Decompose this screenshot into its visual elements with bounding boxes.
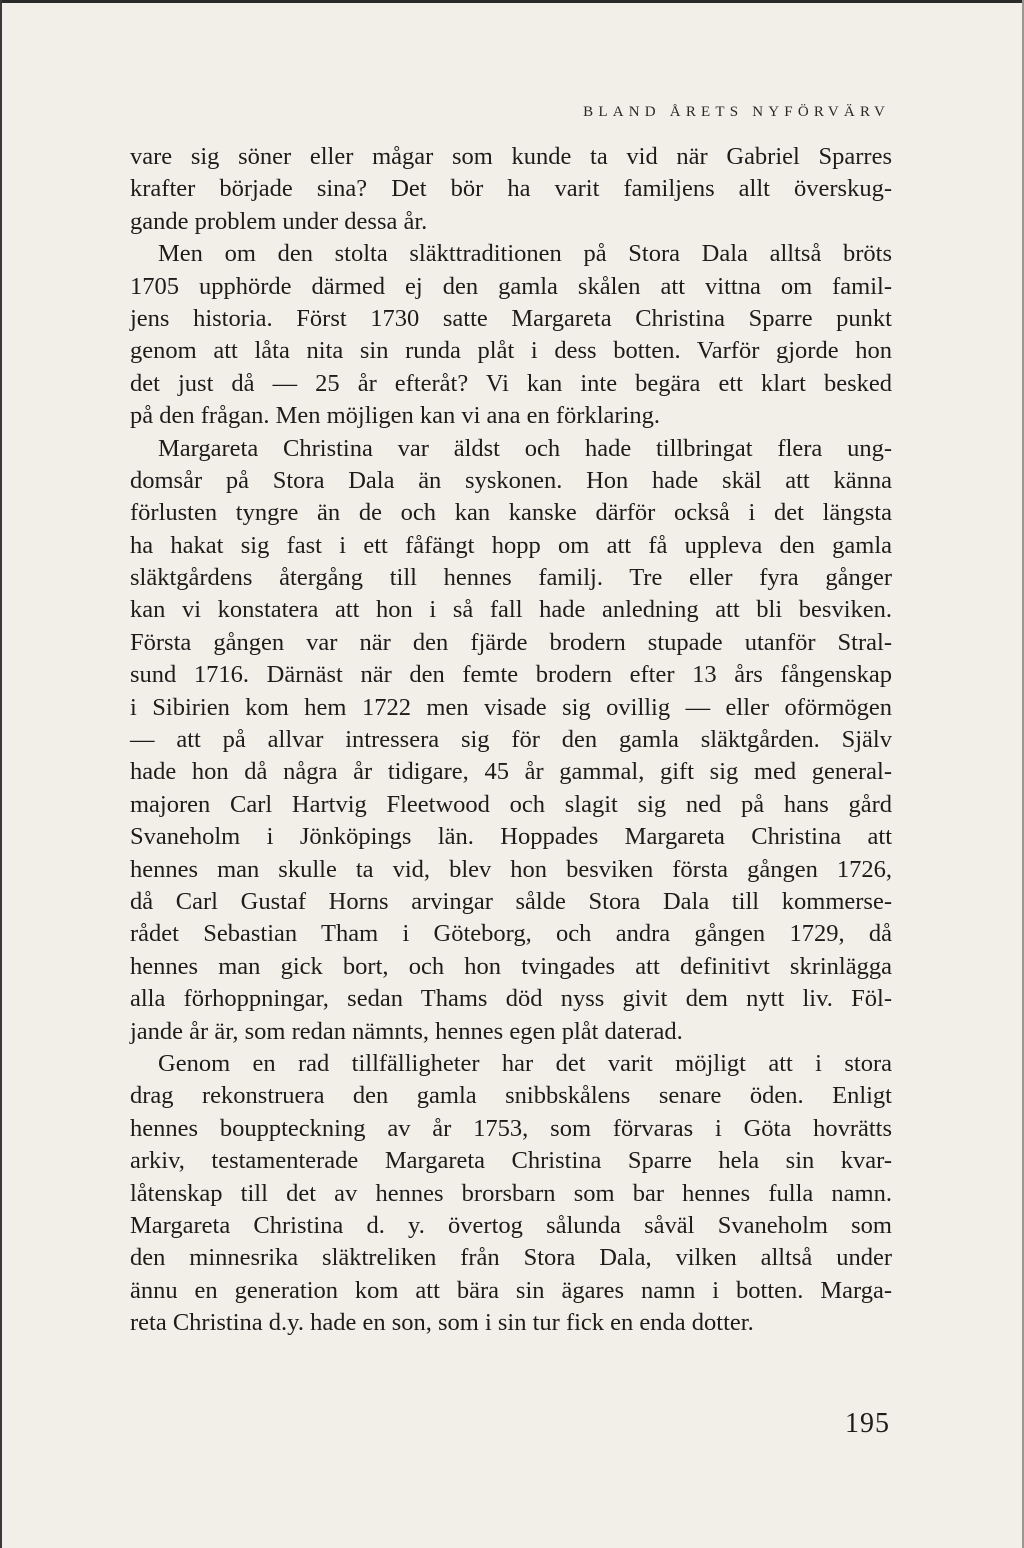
- text-line: då Carl Gustaf Horns arvingar sålde Stora Dala till kommerse-: [130, 887, 892, 915]
- text-line: jande år är, som redan nämnts, hennes egen plåt daterad.: [130, 1017, 683, 1045]
- text-line: i Sibirien kom hem 1722 men visade sig ovillig — eller oförmögen: [130, 693, 892, 721]
- text-line: ännu en generation kom att bära sin ägares namn i botten. Marga-: [130, 1276, 892, 1304]
- text-line: domsår på Stora Dala än syskonen. Hon hade skäl att känna: [130, 466, 892, 494]
- text-line: gande problem under dessa år.: [130, 207, 428, 235]
- text-line: krafter började sina? Det bör ha varit familjens allt överskug-: [130, 175, 892, 203]
- paragraph: [130, 1048, 892, 1340]
- text-line: 1705 upphörde därmed ej den gamla skålen att vittna om famil-: [130, 272, 892, 300]
- text-line: Svaneholm i Jönköpings län. Hoppades Margareta Christina att: [130, 823, 892, 851]
- text-line: jens historia. Först 1730 satte Margareta Christina Sparre punkt: [130, 304, 892, 332]
- text-line: Första gången var när den fjärde brodern stupade utanför Stral-: [130, 628, 892, 656]
- text-line: ha hakat sig fast i ett fåfängt hopp om att få uppleva den gamla: [130, 531, 892, 559]
- text-line: — att på allvar intressera sig för den gamla släktgården. Själv: [130, 726, 892, 754]
- text-line: Genom en rad tillfälligheter har det varit möjligt att i stora: [158, 1049, 892, 1077]
- text-line: rådet Sebastian Tham i Göteborg, och andra gången 1729, då: [130, 920, 892, 948]
- paragraph: [130, 433, 892, 1048]
- text-line: på den frågan. Men möjligen kan vi ana en förklaring.: [130, 402, 660, 430]
- text-line: majoren Carl Hartvig Fleetwood och slagit sig ned på hans gård: [130, 790, 892, 818]
- text-line: sund 1716. Därnäst när den femte brodern efter 13 års fångenskap: [130, 661, 892, 689]
- text-line: förlusten tyngre än de och kan kanske därför också i det längsta: [130, 499, 892, 527]
- text-line: Margareta Christina d. y. övertog sålunda såväl Svaneholm som: [130, 1211, 892, 1239]
- text-line: hennes man skulle ta vid, blev hon besviken första gången 1726,: [130, 855, 892, 883]
- body-text: [130, 141, 892, 1339]
- text-line: genom att låta nita sin runda plåt i dess botten. Varför gjorde hon: [130, 337, 892, 365]
- paragraph: [130, 238, 892, 432]
- text-line: hade hon då några år tidigare, 45 år gammal, gift sig med general-: [130, 758, 892, 786]
- text-line: vare sig söner eller mågar som kunde ta vid när Gabriel Sparres: [130, 143, 892, 170]
- text-line: Men om den stolta släkttraditionen på Stora Dala alltså bröts: [158, 240, 892, 268]
- text-line: hennes bouppteckning av år 1753, som förvaras i Göta hovrätts: [130, 1114, 892, 1142]
- text-line: alla förhoppningar, sedan Thams död nyss givit dem nytt liv. Föl-: [130, 985, 892, 1013]
- text-line: drag rekonstruera den gamla snibbskålens senare öden. Enligt: [130, 1082, 892, 1110]
- text-line: släktgårdens återgång till hennes familj. Tre eller fyra gånger: [130, 564, 892, 592]
- text-line: hennes man gick bort, och hon tvingades att definitivt skrinlägga: [130, 952, 892, 980]
- text-line: det just då — 25 år efteråt? Vi kan inte begära ett klart besked: [130, 369, 892, 397]
- text-line: kan vi konstatera att hon i så fall hade anledning att bli besviken.: [130, 596, 892, 624]
- text-line: den minnesrika släktreliken från Stora Dala, vilken alltså under: [130, 1244, 892, 1272]
- text-line: Margareta Christina var äldst och hade tillbringat flera ung-: [158, 434, 892, 462]
- text-line: reta Christina d.y. hade en son, som i sin tur fick en enda dotter.: [130, 1309, 754, 1337]
- text-line: arkiv, testamenterade Margareta Christina Sparre hela sin kvar-: [130, 1147, 892, 1175]
- running-head: BLAND ÅRETS NYFÖRVÄRV: [583, 104, 890, 120]
- page-number: 195: [845, 1408, 890, 1439]
- text-line: låtenskap till det av hennes brorsbarn som bar hennes fulla namn.: [130, 1179, 892, 1207]
- paragraph: [130, 141, 892, 238]
